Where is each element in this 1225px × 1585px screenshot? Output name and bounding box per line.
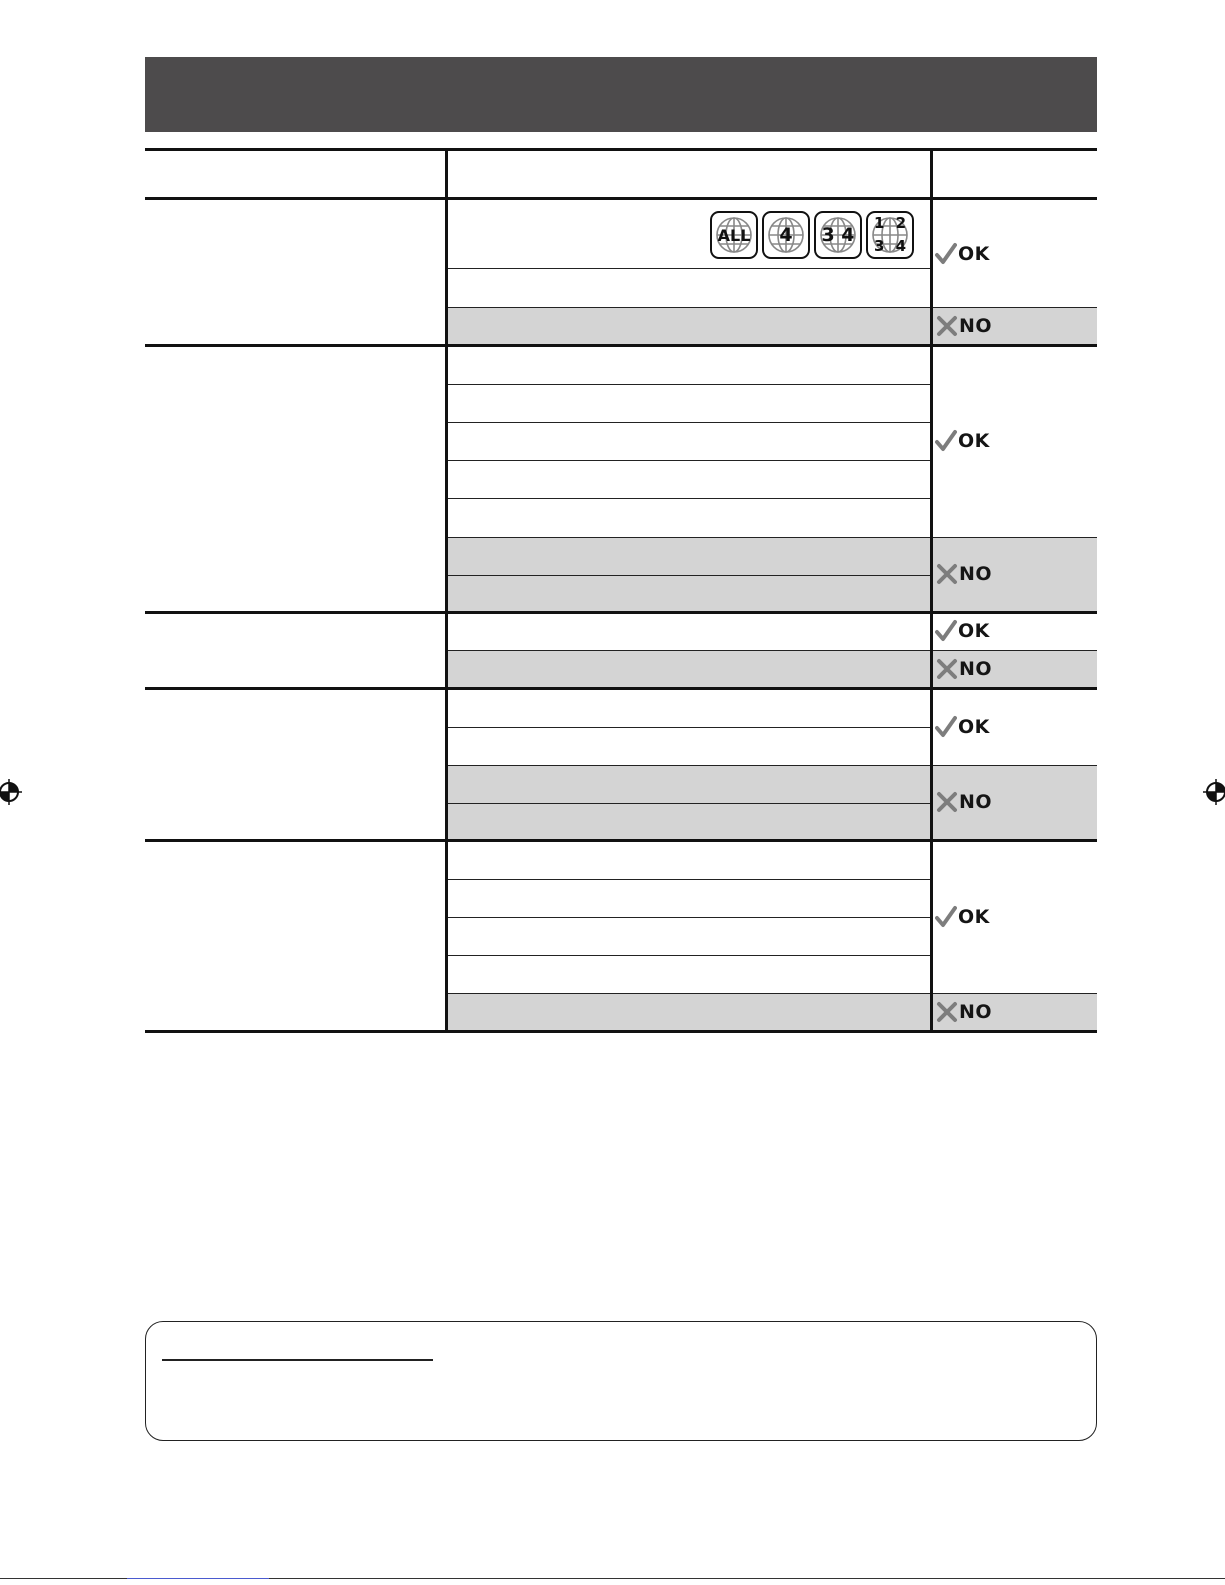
table-rule-bottom xyxy=(145,1030,1097,1033)
no-label: NO xyxy=(959,563,993,585)
row-rule xyxy=(448,268,932,269)
ok-mark xyxy=(935,617,990,645)
ok-label: OK xyxy=(958,620,990,642)
no-mark xyxy=(936,788,992,816)
check-icon xyxy=(935,715,957,739)
region-code-icons xyxy=(710,211,914,259)
unsupported-row xyxy=(448,994,1097,1032)
region-all-label: ALL xyxy=(717,225,751,245)
unsupported-row xyxy=(448,651,1097,689)
no-label: NO xyxy=(959,791,993,813)
no-mark xyxy=(936,312,992,340)
check-icon xyxy=(935,619,957,643)
table-rule-group xyxy=(145,687,1097,690)
check-icon xyxy=(935,905,957,929)
no-label: NO xyxy=(959,315,993,337)
region-quad-label: 1 xyxy=(874,214,885,232)
row-rule xyxy=(448,765,1097,766)
ok-label: OK xyxy=(958,906,990,928)
column-rule xyxy=(930,148,933,1033)
cross-icon xyxy=(936,791,958,813)
region-4-label: 4 xyxy=(779,224,793,246)
region-1-2-3-4-icon xyxy=(866,211,914,259)
row-rule xyxy=(448,917,932,918)
ok-label: OK xyxy=(958,243,990,265)
row-rule xyxy=(448,307,1097,308)
region-quad-label: 4 xyxy=(895,237,906,255)
unsupported-row xyxy=(448,308,1097,346)
ok-mark xyxy=(935,240,990,268)
row-rule xyxy=(448,879,932,880)
no-label: NO xyxy=(959,1001,993,1023)
table-rule-group xyxy=(145,344,1097,347)
crosshair-icon xyxy=(0,779,22,805)
region-all-icon xyxy=(710,211,758,259)
row-rule xyxy=(448,537,1097,538)
row-rule xyxy=(448,422,932,423)
check-icon xyxy=(935,429,957,453)
crosshair-icon xyxy=(1203,779,1225,805)
ok-label: OK xyxy=(958,430,990,452)
cross-icon xyxy=(936,1001,958,1023)
ok-label: OK xyxy=(958,716,990,738)
ok-mark xyxy=(935,903,990,931)
note-title-rule xyxy=(162,1359,433,1361)
no-label: NO xyxy=(959,658,993,680)
cross-icon xyxy=(936,658,958,680)
table-rule-top xyxy=(145,148,1097,151)
cross-icon xyxy=(936,315,958,337)
no-mark xyxy=(936,655,992,683)
row-rule xyxy=(448,384,932,385)
no-mark xyxy=(936,998,992,1026)
ok-mark xyxy=(935,427,990,455)
cross-icon xyxy=(936,563,958,585)
region-quad-label: 3 xyxy=(874,237,885,255)
region-3-4-label: 3 4 xyxy=(821,224,855,246)
region-quad-label: 2 xyxy=(895,214,906,232)
section-banner xyxy=(145,57,1097,132)
row-rule xyxy=(448,955,932,956)
row-rule xyxy=(448,803,932,804)
note-box xyxy=(145,1321,1097,1441)
region-4-icon xyxy=(762,211,810,259)
footer-rule xyxy=(269,1578,1225,1579)
table-rule-header xyxy=(145,197,1097,200)
row-rule xyxy=(448,575,932,576)
region-3-4-icon xyxy=(814,211,862,259)
footer-rule xyxy=(0,1578,127,1579)
ok-mark xyxy=(935,713,990,741)
footer-link-rule xyxy=(127,1578,269,1579)
row-rule xyxy=(448,650,1097,651)
column-rule xyxy=(445,148,448,1033)
table-rule-group xyxy=(145,611,1097,614)
row-rule xyxy=(448,993,1097,994)
no-mark xyxy=(936,560,992,588)
row-rule xyxy=(448,498,932,499)
row-rule xyxy=(448,460,932,461)
table-rule-group xyxy=(145,839,1097,842)
check-icon xyxy=(935,242,957,266)
row-rule xyxy=(448,727,932,728)
